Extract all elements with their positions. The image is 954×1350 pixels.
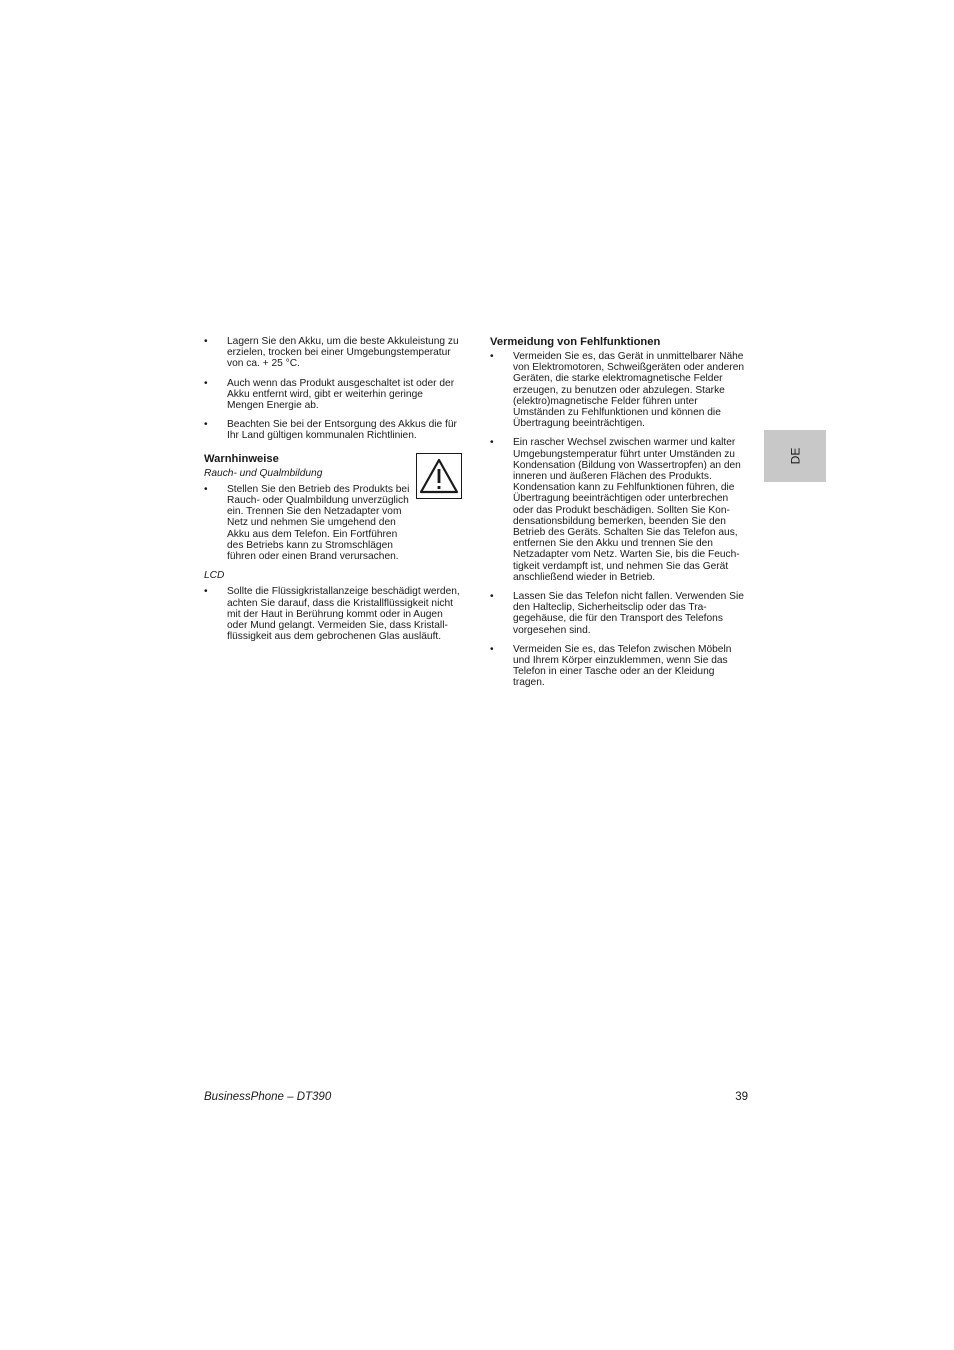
battery-bullet-list [204,336,462,442]
list-item: • Lassen Sie das Telefon nicht fallen. Verwenden Sie den Halteclip, Sicherheitsclip oder das Tragegehäuse, die für den Transport des Telefons vorgesehen sind. [490,591,748,636]
lcd-section [204,570,462,642]
page-number: 39 [735,1091,748,1103]
list-item: • Stellen Sie den Betrieb des Produkts bei Rauch- oder Qualmbildung unverzüglich ein. Trennen Sie den Netzadapter vom Netz und nehmen Sie umgehend den Akku aus dem Telefon. Ein Fortführen des Betriebs kann zu Stromschlägen führen oder einen Brand verursachen. [204,484,462,562]
lcd-bullet-list [204,586,462,642]
malfunction-bullet-list [490,351,748,689]
right-column [490,336,748,697]
list-item: • Beachten Sie bei der Entsorgung des Akkus die für Ihr Land gültigen kommunalen Richtlinien. [204,419,462,441]
warnings-section [204,453,462,563]
footer-title: BusinessPhone – DT390 [204,1091,332,1103]
list-item: • Sollte die Flüssigkristallanzeige beschädigt werden, achten Sie darauf, dass die Kristallflüssigkeit nicht mit der Haut in Berührung kommt oder in Augen oder Mund gelangt. Vermeiden Sie, dass Kristallflüssigkeit aus dem gebrochenen Glas ausläuft. [204,586,462,642]
left-column [204,336,462,650]
list-item: • Auch wenn das Produkt ausgeschaltet ist oder der Akku entfernt wird, gibt er weiterhin geringe Mengen Energie ab. [204,378,462,412]
lcd-subheading: LCD [204,570,225,582]
warnings-heading: Warnhinweise [204,452,279,465]
language-tab [764,430,826,482]
language-tab-label: DE [787,447,802,465]
list-item: • Vermeiden Sie es, das Telefon zwischen Möbeln und Ihrem Körper einzuklemmen, wenn Sie das Telefon in einer Tasche oder an der Kleidung tragen. [490,644,748,689]
list-item: • Ein rascher Wechsel zwischen warmer und kalter Umgebungstemperatur führt unter Umständen zu Kondensation (Bildung von Wassertropfen) an den inneren und äußeren Flächen des Produkts. Kondensation kann zu Fehlfunktionen führen, die Übertragung beeinträchtigen oder unterbrechen oder das Produkt beschädigen. Sollten Sie Kondensationsbildung bemerken, beenden Sie den Betrieb des Geräts. Schalten Sie das Telefon aus, entfernen Sie den Akku und trennen Sie den Netzadapter vom Netz. Warten Sie, bis die Feuchtigkeit verdampft ist, und nehmen Sie das Gerät anschließend wieder in Betrieb. [490,437,748,583]
list-item: • Vermeiden Sie es, das Gerät in unmittelbarer Nähe von Elektromotoren, Schweißgeräten oder anderen Geräten, die starke elektromagnetische Felder erzeugen, zu benutzen oder abzulegen. Starke (elektro)magnetische Felder führen unter Umständen zu Fehlfunktionen und können die Übertragung beeinträchtigen. [490,351,748,429]
list-item: • Lagern Sie den Akku, um die beste Akkuleistung zu erzielen, trocken bei einer Umgebungstemperatur von ca. + 25 °C. [204,336,462,370]
smoke-subheading: Rauch- und Qualmbildung [204,467,323,479]
smoke-bullet-list [204,484,462,562]
malfunction-heading: Vermeidung von Fehlfunktionen [490,336,661,348]
